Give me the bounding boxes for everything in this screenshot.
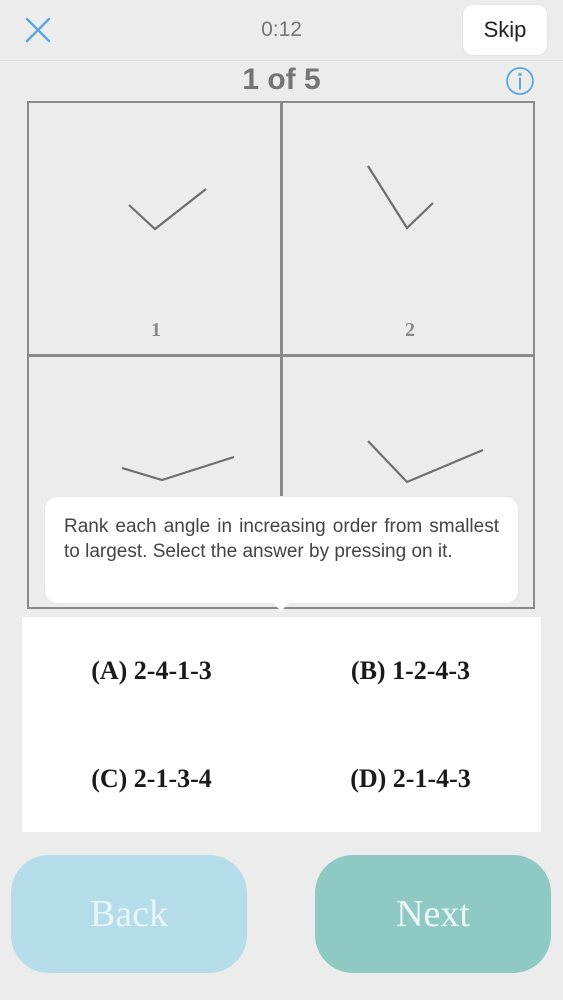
angle-label-2: 2 xyxy=(405,319,415,341)
answer-option-c[interactable]: (C) 2-1-3-4 xyxy=(22,725,281,832)
answer-option-d[interactable]: (D) 2-1-4-3 xyxy=(281,725,540,832)
timer: 0:12 xyxy=(261,18,302,41)
tooltip-arrow xyxy=(271,601,291,611)
skip-button[interactable]: Skip xyxy=(463,5,547,55)
instruction-tooltip: Rank each angle in increasing order from smallest to largest. Select the answer by pressing on it. xyxy=(45,497,518,603)
angle-cell-2 xyxy=(283,103,537,357)
question-progress: 1 of 5 xyxy=(242,63,321,96)
top-bar xyxy=(0,0,563,60)
answer-option-b[interactable]: (B) 1-2-4-3 xyxy=(281,617,540,724)
answer-option-a[interactable]: (A) 2-4-1-3 xyxy=(22,617,281,724)
header-divider xyxy=(0,60,563,61)
answer-options xyxy=(22,617,541,832)
angle-cell-1 xyxy=(29,103,283,357)
grid-horizontal-divider xyxy=(29,354,533,357)
next-button[interactable]: Next xyxy=(315,855,551,973)
angle-label-1: 1 xyxy=(151,319,161,341)
back-button[interactable]: Back xyxy=(11,855,247,973)
info-icon[interactable] xyxy=(505,66,535,96)
